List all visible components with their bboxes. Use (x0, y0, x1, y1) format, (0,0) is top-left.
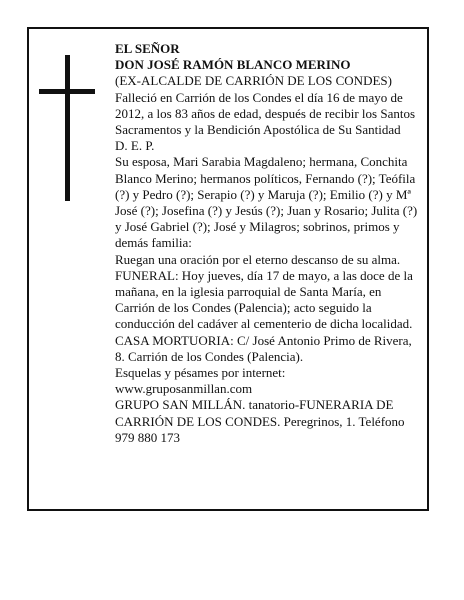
latin-cross-icon (39, 55, 95, 201)
deceased-title: (EX-ALCALDE DE CARRIÓN DE LOS CONDES) (115, 73, 392, 89)
cross-vertical-bar (65, 55, 70, 201)
deceased-name: DON JOSÉ RAMÓN BLANCO MERINO (115, 57, 351, 73)
family-paragraph: Su esposa, Mari Sarabia Magdaleno; hermana, Conchita Blanco Merino; hermanos políticos, Fernando (?); Teófila (?) y Pedro (?); Serapio (?) y Maruja (?); Emilio (?) y Mª José (?); Josefina (?) y Jesús (?); Juan y Rosario; Julita (?) y José Gabriel (?); José y Milagros; sobrinos, primos y demás familia: (115, 154, 418, 251)
prayer-paragraph: Ruegan una oración por el eterno descanso de su alma. (115, 251, 401, 267)
notice-text (115, 41, 423, 446)
house-paragraph: CASA MORTUORIA: C/ José Antonio Primo de Rivera, 8. Carrión de los Condes (Palencia). (115, 332, 412, 364)
internet-url: www.gruposanmillan.com (115, 381, 253, 397)
cross-horizontal-bar (39, 89, 95, 94)
death-paragraph: Falleció en Carrión de los Condes el día 16 de mayo de 2012, a los 83 años de edad, después de recibir los Santos Sacramentos y la Bendición Apostólica de Su Santidad (115, 89, 416, 138)
funeral-paragraph: FUNERAL: Hoy jueves, día 17 de mayo, a las doce de la mañana, en la iglesia parroquial de Santa María, en Carrión de los Condes (Palencia); acto seguido la conducción del cadáver al cementerio de dicha localidad. (115, 267, 413, 332)
heading-line-1: EL SEÑOR (115, 41, 180, 56)
funeral-home-paragraph: GRUPO SAN MILLÁN. tanatorio-FUNERARIA DE CARRIÓN DE LOS CONDES. Peregrinos, 1. Teléfono 979 880 173 (115, 397, 405, 445)
obituary-notice (27, 27, 429, 511)
dep-line: D. E. P. (115, 138, 155, 154)
internet-label: Esquelas y pésames por internet: (115, 365, 286, 381)
